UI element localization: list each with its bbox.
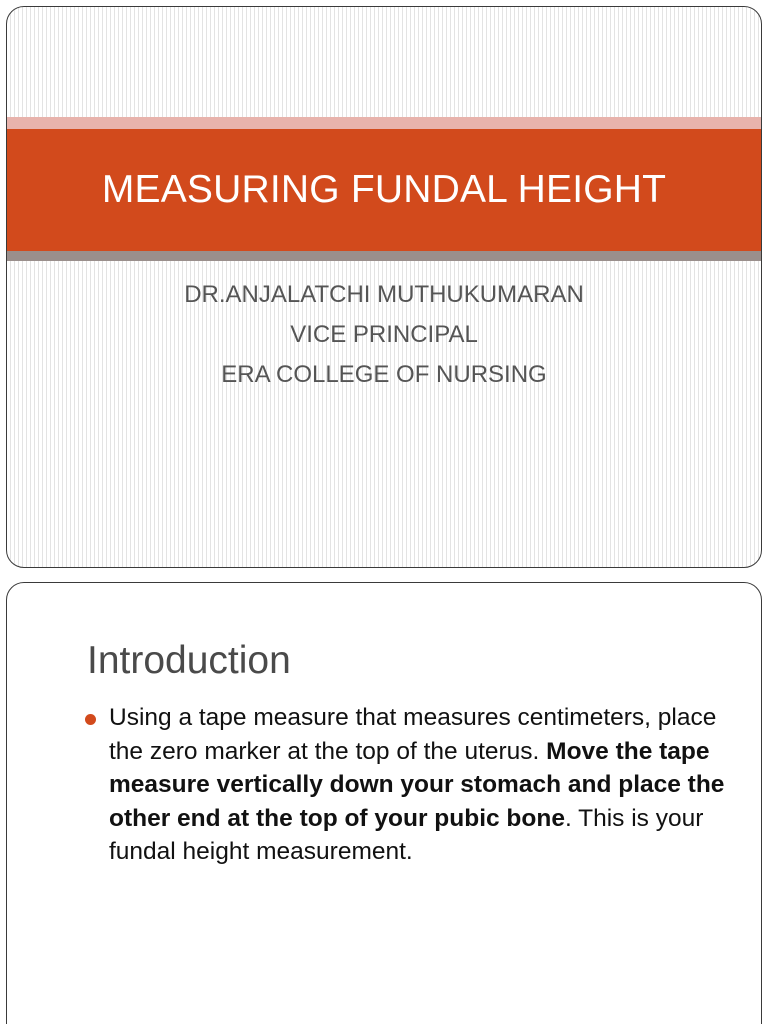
- title-slide: [6, 6, 762, 568]
- author-role: VICE PRINCIPAL: [290, 321, 478, 348]
- author-name: DR.ANJALATCHI MUTHUKUMARAN: [184, 281, 584, 308]
- institution-name: ERA COLLEGE OF NURSING: [221, 361, 547, 388]
- title-band: [7, 129, 761, 251]
- bullet-text-part1: Using a tape measure that measures centimeters, place the zero marker at the top of the uterus.: [109, 704, 717, 765]
- bullet-item: [85, 701, 735, 869]
- slide-heading: Introduction: [87, 639, 291, 682]
- bullet-text-bold: Move the tape measure vertically down your stomach and place the other end at the top of your pubic bone: [109, 737, 725, 832]
- title-band-top-stripe: [7, 117, 761, 129]
- title-band-bottom-stripe: [7, 251, 761, 261]
- subtitle-block: [7, 275, 761, 395]
- bullet-text: [109, 701, 735, 869]
- bullet-text-part2: . This is your fundal height measurement.: [109, 804, 704, 865]
- bullet-dot-icon: [85, 714, 96, 725]
- content-slide: [6, 582, 762, 1024]
- slide-title: MEASURING FUNDAL HEIGHT: [101, 168, 667, 211]
